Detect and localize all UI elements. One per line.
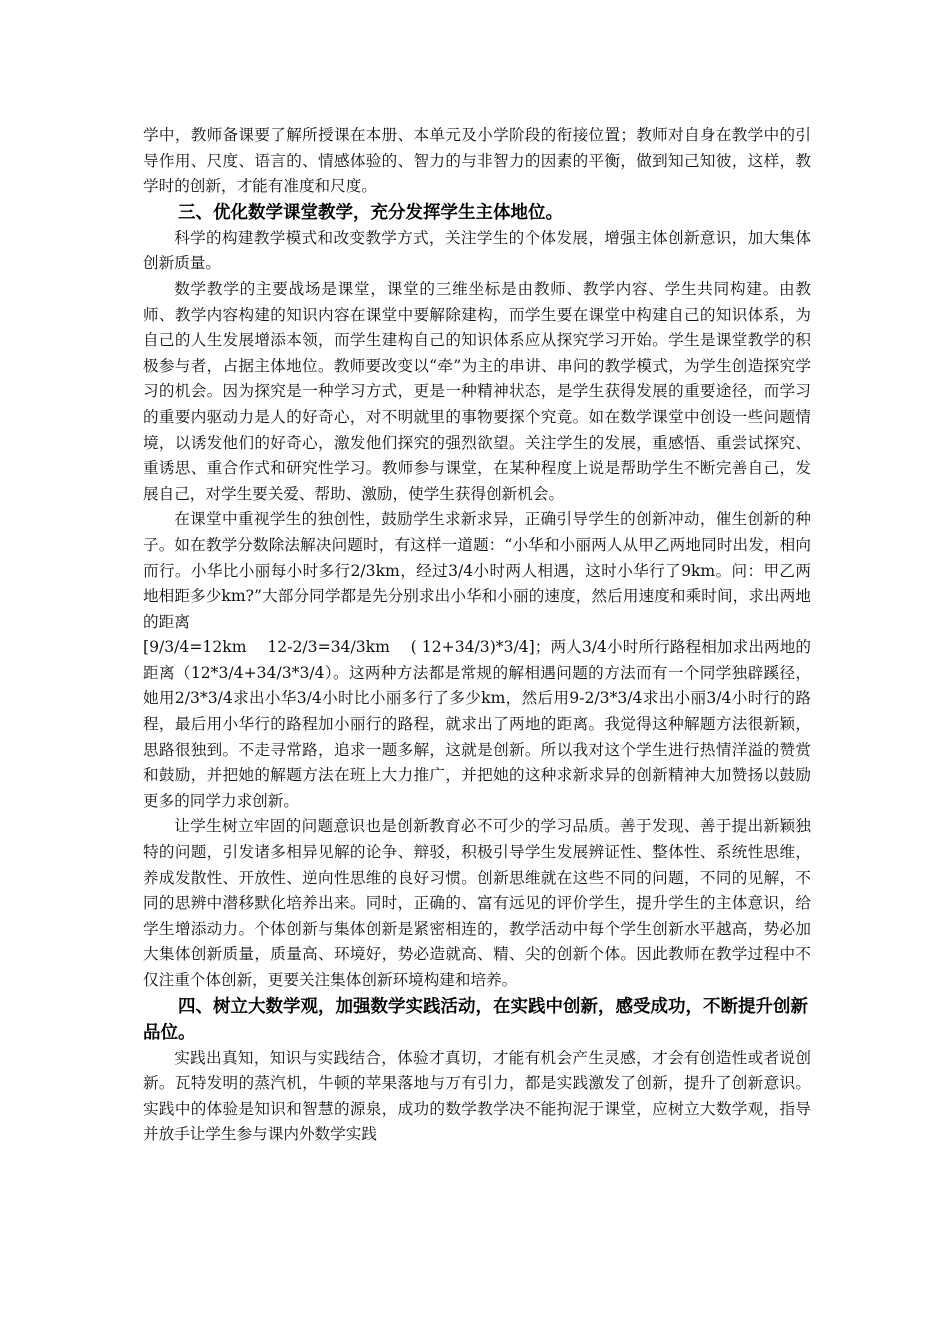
section-heading-4: 四、树立大数学观，加强数学实践活动，在实践中创新，感受成功，不断提升创新品位。 (143, 996, 808, 1043)
paragraph-lesson-preparation: 学中，教师备课要了解所授课在本册、本单元及小学阶段的衔接位置；教师对自身在教学中的引导作用、尺度、语言的、情感体验的、智力的与非智力的因素的平衡，做到知己知彼，这样，教学时的创新，才能有准度和尺度。 (143, 126, 811, 196)
paragraph-originality-example-continued: [9/3/4=12km 12-2/3=34/3km ( 12+34/3)*3/4]；两人3/4小时所行路程相加求出两地的距离（12*3/4+34/3*3/4）。这两种方法都是常规的解相遇问题的方法而有一个同学独辟蹊径，她用2/3*3/4求出小华3/4小时比小丽多行了多少km，然后用9-2/3*3/4求出小丽3/4小时行的路程，最后用小华行的路程加小丽行的路程，就求出了两地的距离。我觉得这种解题方法很新颖，思路很独到。不走寻常路，追求一题多解，这就是创新。所以我对这个学生进行热情洋溢的赞赏和鼓励，并把她的解题方法在班上大力推广，并把她的这种求新求异的创新精神大加赞扬以鼓励更多的同学力求创新。 (143, 638, 811, 810)
paragraph-originality-example: 在课堂中重视学生的独创性，鼓励学生求新求异，正确引导学生的创新冲动，催生创新的种子。如在教学分数除法解决问题时，有这样一道题：“小华和小丽两人从甲乙两地同时出发，相向而行。小华比小丽每小时多行2/3km，经过3/4小时两人相遇，这时小华行了9km。问：甲乙两地相距多少km?”大部分同学都是先分别求出小华和小丽的速度，然后用速度和乘时间，求出两地的距离 (143, 510, 811, 631)
document-page (143, 123, 811, 1148)
paragraph-problem-awareness: 让学生树立牢固的问题意识也是创新教育必不可少的学习品质。善于发现、善于提出新颖独特的问题，引发诸多相异见解的论争、辩驳，积极引导学生发展辨证性、整体性、系统性思维，养成发散性、开放性、逆向性思维的良好习惯。创新思维就在这些不同的问题，不同的见解，不同的思辨中潜移默化培养出来。同时，正确的、富有远见的评价学生，提升学生的主体意识，给学生增添动力。个体创新与集体创新是紧密相连的，教学活动中每个学生创新水平越高，势必加大集体创新质量，质量高、环境好，势必造就高、精、尖的创新个体。因此教师在教学过程中不仅注重个体创新，更要关注集体创新环境构建和培养。 (143, 817, 811, 989)
paragraph-teaching-model: 科学的构建教学模式和改变教学方式，关注学生的个体发展，增强主体创新意识，加大集体创新质量。 (143, 228, 811, 273)
paragraph-classroom-main-battlefield: 数学教学的主要战场是课堂，课堂的三维坐标是由教师、教学内容、学生共同构建。由教师、教学内容构建的知识内容在课堂中要解除建构，而学生要在课堂中构建自己的知识体系，为自己的人生发展增添本领，而学生建构自己的知识体系应从探究学习开始。学生是课堂教学的积极参与者，占据主体地位。教师要改变以“牵”为主的串讲、串问的教学模式，为学生创造探究学习的机会。因为探究是一种学习方式，更是一种精神状态，是学生获得发展的重要途径，而学习的重要内驱动力是人的好奇心，对不明就里的事物要探个究竟。如在数学课堂中创设一些问题情境，以诱发他们的好奇心，激发他们探究的强烈欲望。关注学生的发展，重感悟、重尝试探究、重诱思、重合作式和研究性学习。教师参与课堂，在某种程度上说是帮助学生不断完善自己，发展自己，对学生要关爱、帮助、激励，使学生获得创新机会。 (143, 279, 811, 503)
paragraph-practice: 实践出真知，知识与实践结合，体验才真切，才能有机会产生灵感，才会有创造性或者说创新。瓦特发明的蒸汽机，牛顿的苹果落地与万有引力，都是实践激发了创新，提升了创新意识。实践中的体验是知识和智慧的源泉，成功的数学教学决不能拘泥于课堂，应树立大数学观，指导并放手让学生参与课内外数学实践 (143, 1048, 811, 1144)
section-heading-3: 三、优化数学课堂教学，充分发挥学生主体地位。 (178, 202, 563, 223)
